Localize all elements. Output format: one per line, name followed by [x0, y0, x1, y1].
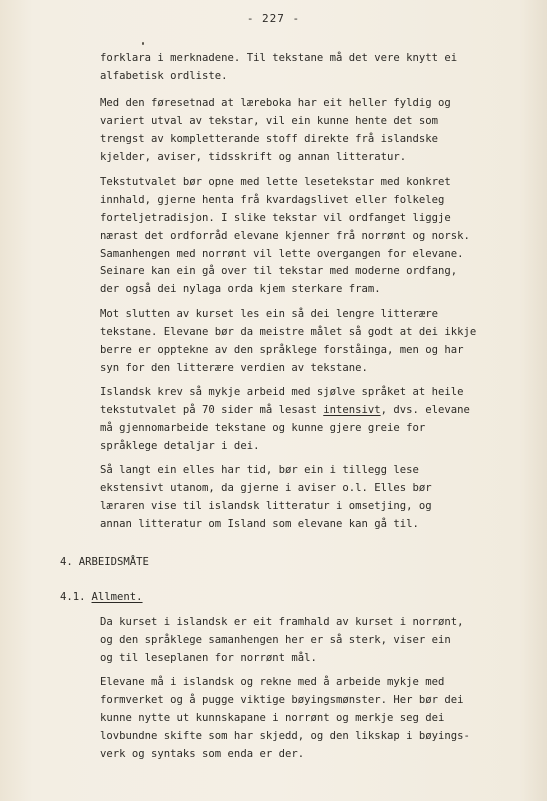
paragraph — [100, 462, 525, 534]
text-line: verk og syntaks som enda er der. — [100, 747, 305, 760]
paragraph — [100, 384, 525, 456]
text-line: Så langt ein elles har tid, bør ein i tillegg lese — [100, 464, 419, 476]
text-line: berre er opptekne av den språklege forståinga, men og har — [100, 343, 464, 356]
section-title: ARBEIDSMÅTE — [78, 556, 149, 568]
paragraph — [100, 614, 525, 668]
text-line: Seinare kan ein gå over til tekstar med moderne ordfang, — [100, 265, 458, 278]
subsection-title: Allment. — [91, 591, 143, 603]
text-line: læraren vise til islandsk litteratur i omsetjing, og — [100, 499, 432, 512]
subsection-number: 4.1. — [60, 591, 86, 603]
text-line: tekstane. Elevane bør da meistre målet så godt at dei ikkje — [100, 325, 477, 338]
text-line: trengst av kompletterande stoff direkte frå islandske — [100, 132, 439, 145]
paragraph — [100, 674, 525, 763]
text-line: syn for den litterære verdien av tekstane. — [100, 361, 368, 374]
text-line: kjelder, aviser, tidsskrift og annan litteratur. — [100, 150, 407, 163]
text-line: Tekstutvalet bør opne med lette lesetekstar med konkret — [100, 176, 451, 188]
text-line: tekstutvalet på 70 sider må lesast intensivt, dvs. elevane — [100, 403, 470, 416]
text-line: Islandsk krev så mykje arbeid med sjølve språket at heile — [100, 386, 464, 398]
text-line: Da kurset i islandsk er eit framhald av kurset i norrønt, — [100, 616, 464, 628]
page-number: - 227 - — [246, 12, 301, 25]
text-line: og den språklege samanhengen her er så sterk, viser ein — [100, 633, 451, 646]
paragraph — [100, 306, 525, 378]
text-line: Samanhengen med norrønt vil lette overgangen for elevane. — [100, 247, 464, 260]
text-line: Elevane må i islandsk og rekne med å arbeide mykje med — [100, 676, 445, 688]
text-line: formverket og å pugge viktige bøyingsmønster. Her bør dei — [100, 693, 464, 706]
text-line: forklara i merknadene. Til tekstane må det vere knytt ei — [100, 52, 458, 64]
section-number: 4. — [60, 556, 73, 568]
section-heading — [60, 556, 149, 568]
text-line: innhald, gjerne henta frå kvardagslivet eller folkeleg — [100, 193, 445, 206]
text-line: må gjennomarbeide tekstane og kunne gjere greie for — [100, 421, 426, 434]
paragraph — [100, 95, 525, 167]
text-line: nærast det ordforråd elevane kjenner frå norrønt og norsk. — [100, 229, 470, 242]
text-line: forteljetradisjon. I slike tekstar vil ordfanget liggje — [100, 211, 451, 224]
paragraph — [100, 50, 525, 86]
text-line: språklege detaljar i dei. — [100, 439, 260, 452]
subsection-heading — [60, 591, 143, 603]
text-line: og til leseplanen for norrønt mål. — [100, 651, 317, 664]
text-line: lovbundne skifte som har skjedd, og den likskap i bøyings- — [100, 729, 470, 742]
ink-speck — [142, 42, 144, 45]
text-line: Med den føresetnad at læreboka har eit heller fyldig og — [100, 97, 451, 109]
paragraph — [100, 174, 525, 299]
text-line: annan litteratur om Island som elevane kan gå til. — [100, 517, 419, 530]
text-line: der også dei nylaga orda kjem sterkare fram. — [100, 283, 381, 296]
text-line: ekstensivt utanom, da gjerne i aviser o.l. Elles bør — [100, 481, 432, 494]
text-line: kunne nytte ut kunnskapane i norrønt og merkje seg dei — [100, 711, 445, 724]
text-line: variert utval av tekstar, vil ein kunne hente det som — [100, 114, 439, 127]
text-line: alfabetisk ordliste. — [100, 69, 228, 82]
emphasis-underline: intensivt — [323, 403, 381, 416]
text-line: Mot slutten av kurset les ein så dei lengre litterære — [100, 308, 439, 320]
